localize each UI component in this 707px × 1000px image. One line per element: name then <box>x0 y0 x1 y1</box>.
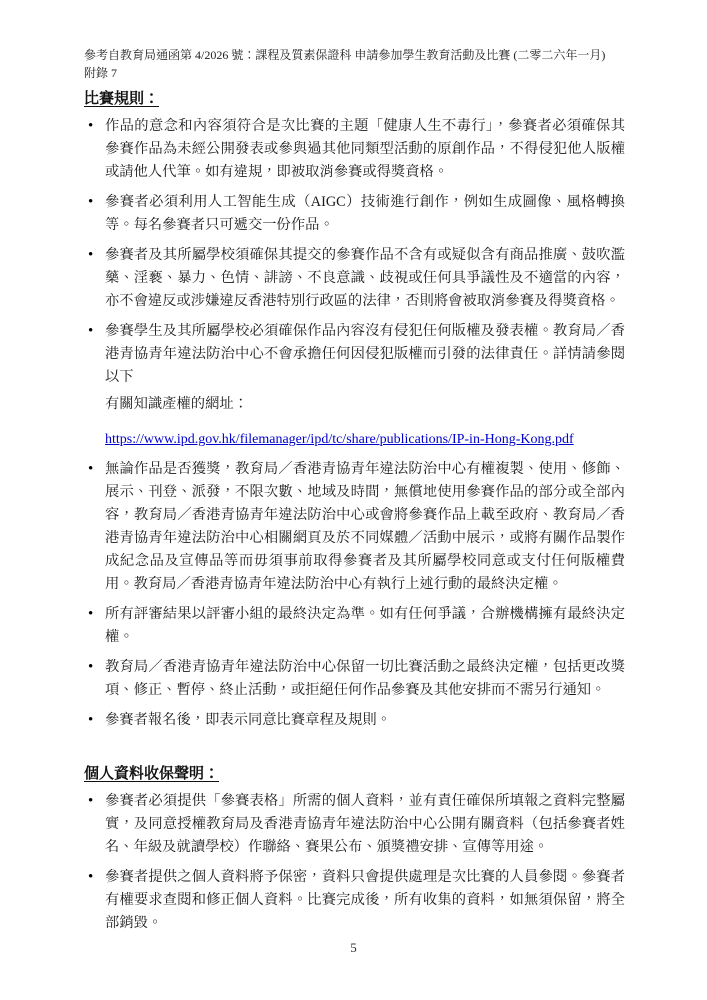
rule-list <box>84 790 625 935</box>
rule-text: • 參賽者必須提供「參賽表格」所需的個人資料，並有責任確保所填報之資料完整屬實，及同意授權教育局及香港青協青年違法防治中心公開有關資料（包括參賽者姓名、年級及就讀學校）作聯絡、賽果公布、頒獎禮安排、宣傳等用途。 <box>105 793 625 855</box>
document-section <box>84 762 625 935</box>
rule-list <box>84 115 625 732</box>
rule-item <box>84 866 625 935</box>
rule-item <box>84 603 625 649</box>
rule-item <box>84 320 625 451</box>
rule-item <box>84 656 625 702</box>
rule-item <box>84 115 625 184</box>
rule-text: • 參賽者必須利用人工智能生成（AIGC）技術進行創作，例如生成圖像、風格轉換等。每名參賽者只可遞交一份作品。 <box>105 194 625 233</box>
rule-text: • 無論作品是否獲獎，教育局／香港青協青年違法防治中心有權複製、使用、修飾、展示、刊登、派發，不限次數、地域及時間，無償地使用參賽作品的部分或全部內容，教育局／香港青協青年違法防治中心或會將參賽作品上載至政府、教育局／香港青協青年違法防治中心相關網頁及於不同媒體／活動中展示，或將有關作品製作成紀念品及宣傳品等而毋須事前取得參賽者及其所屬學校同意或支付任何版權費用。教育局／香港青協青年違法防治中心有執行上述行動的最終決定權。 <box>105 461 625 592</box>
rule-text: • 參賽者及其所屬學校須確保其提交的參賽作品不含有或疑似含有商品推廣、鼓吹濫藥、淫褻、暴力、色情、誹謗、不良意識、歧視或任何具爭議性及不適當的內容，亦不會違反或涉嫌違反香港特別行政區的法律，否則將會被取消參賽及得獎資格。 <box>105 247 625 309</box>
document-section <box>84 87 625 732</box>
rule-item <box>84 244 625 313</box>
section-heading: 比賽規則： <box>84 91 160 107</box>
header-reference-line: 參考自教育局通函第 4/2026 號：課程及質素保證科 申請參加學生教育活動及比賽 (二零二六年一月) <box>84 48 606 62</box>
section-heading: 個人資料收保聲明： <box>84 766 220 782</box>
rule-item <box>84 790 625 859</box>
rule-item <box>84 191 625 237</box>
rule-item <box>84 709 625 732</box>
header-appendix-line: 附錄 7 <box>84 66 118 80</box>
ip-hong-kong-link[interactable]: https://www.ipd.gov.hk/filemanager/ipd/tc/share/publications/IP-in-Hong-Kong.pdf <box>105 432 574 447</box>
rule-text: • 教育局／香港青協青年違法防治中心保留一切比賽活動之最終決定權，包括更改獎項、修正、暫停、終止活動，或拒絕任何作品參賽及其他安排而不需另行通知。 <box>105 659 625 698</box>
ip-website-label: 有關知識產權的網址： <box>105 396 248 412</box>
rule-text: • 所有評審結果以評審小組的最終決定為準。如有任何爭議，合辦機構擁有最終決定權。 <box>105 606 625 645</box>
document-body <box>84 87 625 935</box>
rule-text: • 參賽者報名後，即表示同意比賽章程及規則。 <box>105 712 391 728</box>
page-number: 5 <box>350 940 357 955</box>
document-header <box>84 46 625 82</box>
rule-text: • 參賽學生及其所屬學校必須確保作品內容沒有侵犯任何版權及發表權。教育局／香港青協青年違法防治中心不會承擔任何因侵犯版權而引發的法律責任。詳情請參閱以下 <box>105 323 625 385</box>
rule-text: • 參賽者提供之個人資料將予保密，資料只會提供處理是次比賽的人員參閱。參賽者有權要求查閱和修正個人資料。比賽完成後，所有收集的資料，如無須保留，將全部銷毀。 <box>105 869 625 931</box>
rule-text: • 作品的意念和內容須符合是次比賽的主題「健康人生不毒行」，參賽者必須確保其參賽作品為未經公開發表或參與過其他同類型活動的原創作品，不得侵犯他人版權或請他人代筆。如有違規，即被取消參賽或得獎資格。 <box>105 118 625 180</box>
rule-item <box>84 458 625 596</box>
